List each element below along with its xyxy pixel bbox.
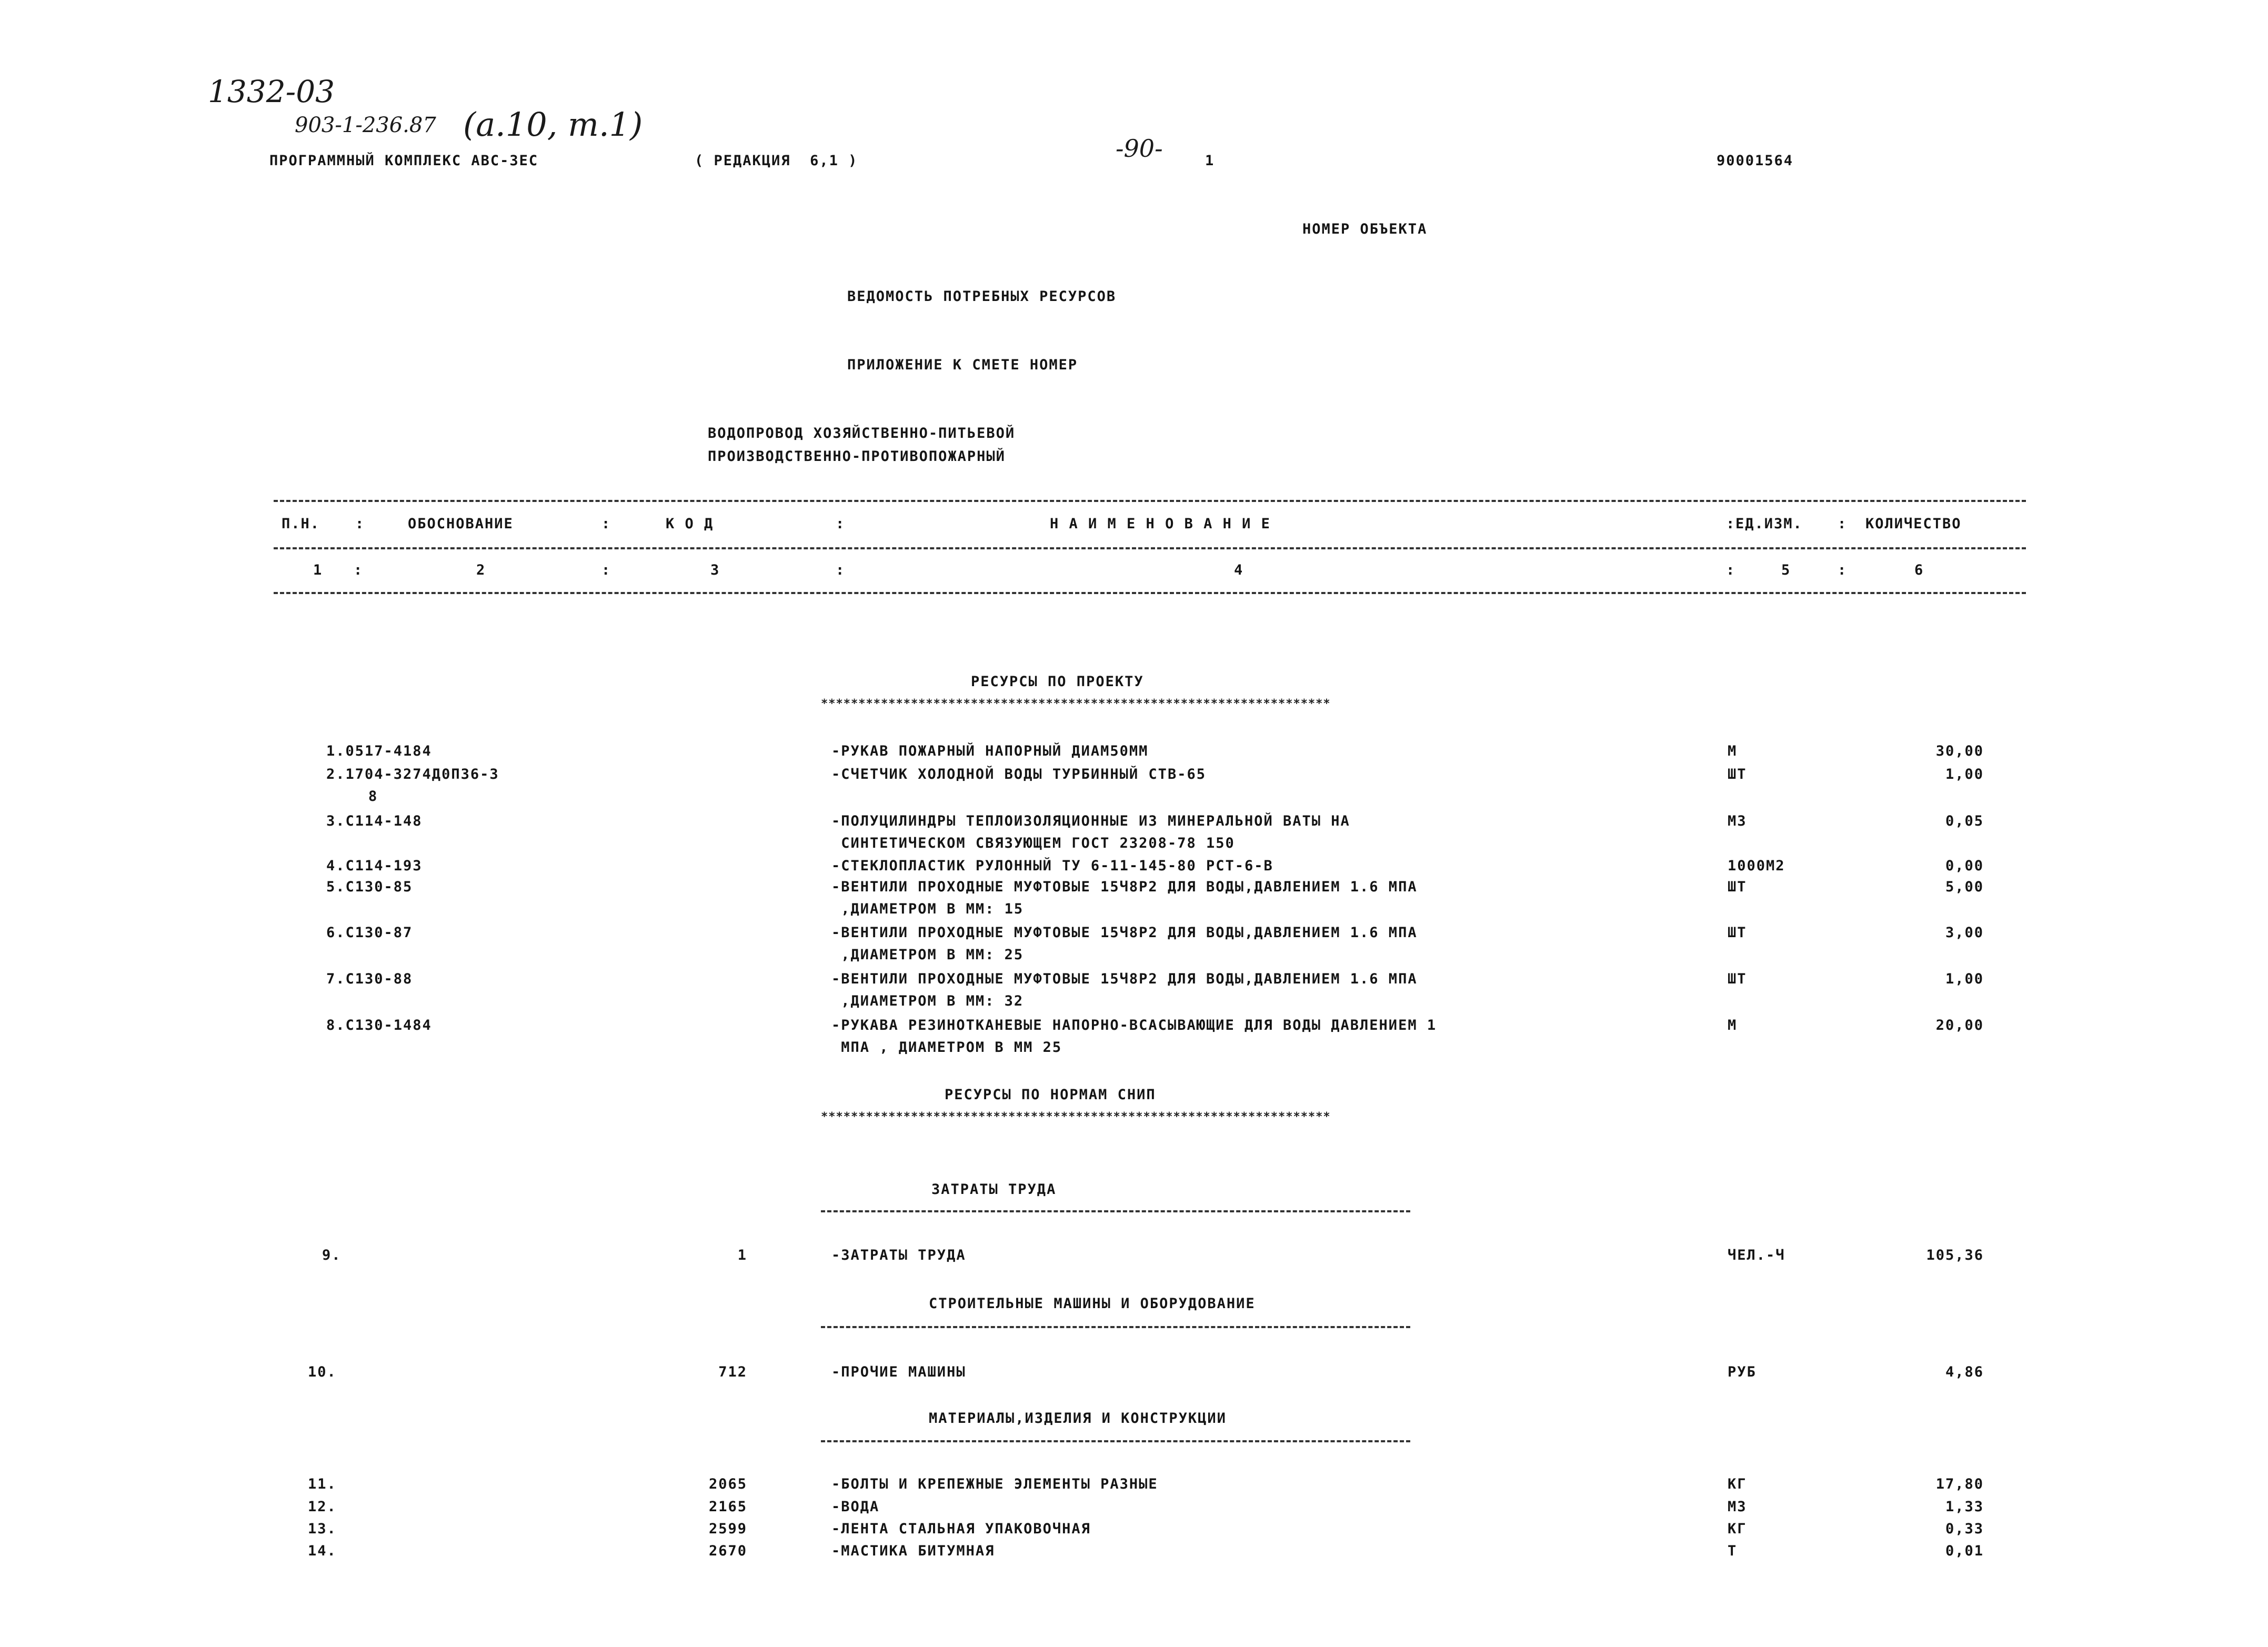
row-code: 2670: [708, 1543, 747, 1559]
section-title-machines: СТРОИТЕЛЬНЫЕ МАШИНЫ И ОБОРУДОВАНИЕ: [929, 1295, 1256, 1312]
row-qty: 5,00: [1945, 879, 1984, 895]
handwritten-series-code: 903-1-236.87: [295, 113, 436, 137]
section-underline-stars: ********************************************************************: [821, 697, 1331, 710]
header-rule-middle: [274, 547, 2026, 549]
row-name: -ЛЕНТА СТАЛЬНАЯ УПАКОВОЧНАЯ: [831, 1521, 1091, 1537]
handwritten-page-number: -90-: [1116, 134, 1163, 163]
row-name: -МАСТИКА БИТУМНАЯ: [831, 1543, 995, 1559]
row-code: 712: [718, 1364, 747, 1380]
col-sep: :: [601, 562, 611, 578]
row-qty: 0,33: [1945, 1521, 1984, 1537]
object-name-line1: ВОДОПРОВОД ХОЗЯЙСТВЕННО-ПИТЬЕВОЙ: [708, 425, 1016, 441]
row-name-cont: ,ДИАМЕТРОМ В ММ: 32: [831, 993, 1024, 1009]
col-sep: :: [1838, 562, 1848, 578]
row-number: 14.: [308, 1543, 337, 1559]
handwritten-archive-number: 1332-03: [208, 74, 335, 109]
row-name: -ВЕНТИЛИ ПРОХОДНЫЕ МУФТОВЫЕ 15Ч8Р2 ДЛЯ ВОДЫ,ДАВЛЕНИЕМ 1.6 МПА: [831, 879, 1418, 895]
row-qty: 1,33: [1945, 1499, 1984, 1515]
row-qty: 4,86: [1945, 1364, 1984, 1380]
col-sep: :: [355, 516, 365, 532]
col-header-item: П.Н.: [282, 516, 320, 532]
row-basis: 7.С130-88: [326, 971, 413, 987]
col-sep: :: [836, 562, 846, 578]
section-underline-stars: ********************************************************************: [821, 1110, 1331, 1123]
row-name: -ВОДА: [831, 1499, 880, 1515]
row-basis: 3.С114-148: [326, 813, 423, 829]
header-rule-bottom: [274, 592, 2026, 594]
col-number: 2: [476, 562, 486, 578]
row-qty: 3,00: [1945, 925, 1984, 941]
row-number: 11.: [308, 1476, 337, 1492]
row-qty: 20,00: [1935, 1017, 1984, 1033]
row-unit: КГ: [1728, 1521, 1747, 1537]
row-basis: 2.1704-3274Д0П36-3: [326, 766, 499, 782]
col-header-code: К О Д: [666, 516, 714, 532]
row-code: 2165: [708, 1499, 747, 1515]
row-basis: 8.С130-1484: [326, 1017, 432, 1033]
revision: ( РЕДАКЦИЯ 6,1 ): [695, 153, 858, 169]
row-unit: М: [1728, 743, 1738, 759]
col-number: 6: [1914, 562, 1924, 578]
col-header-unit: ЕД.ИЗМ.: [1735, 516, 1803, 532]
row-unit: КГ: [1728, 1476, 1747, 1492]
col-sep: :: [1838, 516, 1848, 532]
row-name: -БОЛТЫ И КРЕПЕЖНЫЕ ЭЛЕМЕНТЫ РАЗНЫЕ: [831, 1476, 1158, 1492]
row-qty: 30,00: [1935, 743, 1984, 759]
row-code: 1: [737, 1247, 747, 1263]
row-name: -ПРОЧИЕ МАШИНЫ: [831, 1364, 966, 1380]
row-unit: ШТ: [1728, 925, 1747, 941]
row-name-cont: СИНТЕТИЧЕСКОМ СВЯЗУЮЩЕМ ГОСТ 23208-78 150: [831, 835, 1235, 851]
col-header-name: Н А И М Е Н О В А Н И Е: [1050, 516, 1271, 532]
col-number: 5: [1781, 562, 1791, 578]
col-number: 1: [313, 562, 323, 578]
handwritten-album-ref: (а.10, т.1): [463, 105, 643, 144]
row-qty: 105,36: [1926, 1247, 1984, 1263]
row-name-cont: ,ДИАМЕТРОМ В ММ: 15: [831, 901, 1024, 917]
row-unit: ШТ: [1728, 766, 1747, 782]
row-basis: 5.С130-85: [326, 879, 413, 895]
row-code: 2599: [708, 1521, 747, 1537]
row-qty: 17,80: [1935, 1476, 1984, 1492]
row-unit: М3: [1728, 813, 1747, 829]
section-underline-dashed: [821, 1210, 1410, 1212]
row-unit: 1000М2: [1728, 858, 1785, 874]
row-number: 13.: [308, 1521, 337, 1537]
row-number: 10.: [308, 1364, 337, 1380]
header-rule-top: [274, 500, 2026, 502]
col-header-basis: ОБОСНОВАНИЕ: [408, 516, 514, 532]
row-name: -ПОЛУЦИЛИНДРЫ ТЕПЛОИЗОЛЯЦИОННЫЕ ИЗ МИНЕРАЛЬНОЙ ВАТЫ НА: [831, 813, 1350, 829]
object-name-line2: ПРОИЗВОДСТВЕННО-ПРОТИВОПОЖАРНЫЙ: [708, 448, 1006, 465]
sheet-number: 1: [1205, 153, 1215, 169]
col-sep: :: [836, 516, 846, 532]
col-sep: :: [354, 562, 364, 578]
row-basis: 6.С130-87: [326, 925, 413, 941]
row-qty: 0,01: [1945, 1543, 1984, 1559]
row-number: 12.: [308, 1499, 337, 1515]
row-unit: М3: [1728, 1499, 1747, 1515]
appendix-title: ПРИЛОЖЕНИЕ К СМЕТЕ НОМЕР: [847, 357, 1078, 373]
row-name-cont: МПА , ДИАМЕТРОМ В ММ 25: [831, 1039, 1062, 1056]
row-name: -ВЕНТИЛИ ПРОХОДНЫЕ МУФТОВЫЕ 15Ч8Р2 ДЛЯ ВОДЫ,ДАВЛЕНИЕМ 1.6 МПА: [831, 925, 1418, 941]
section-underline-dashed: [821, 1326, 1410, 1328]
row-name: -РУКАВ ПОЖАРНЫЙ НАПОРНЫЙ ДИАМ50ММ: [831, 743, 1149, 759]
document-title: ВЕДОМОСТЬ ПОТРЕБНЫХ РЕСУРСОВ: [847, 288, 1117, 305]
col-sep: :: [1726, 516, 1736, 532]
document-code: 90001564: [1717, 153, 1794, 169]
row-name: -СТЕКЛОПЛАСТИК РУЛОННЫЙ ТУ 6-11-145-80 РСТ-6-В: [831, 858, 1273, 874]
row-name-cont: ,ДИАМЕТРОМ В ММ: 25: [831, 947, 1024, 963]
row-unit: М: [1728, 1017, 1738, 1033]
section-title-norms: РЕСУРСЫ ПО НОРМАМ СНИП: [945, 1087, 1156, 1103]
program-name: ПРОГРАММНЫЙ КОМПЛЕКС АВС-3ЕС: [269, 153, 539, 169]
row-basis-cont: 8: [368, 788, 378, 805]
col-number: 4: [1234, 562, 1244, 578]
row-qty: 0,00: [1945, 858, 1984, 874]
col-number: 3: [710, 562, 720, 578]
col-sep: :: [1726, 562, 1736, 578]
row-name: -ЗАТРАТЫ ТРУДА: [831, 1247, 966, 1263]
row-qty: 0,05: [1945, 813, 1984, 829]
row-qty: 1,00: [1945, 971, 1984, 987]
section-title-project: РЕСУРСЫ ПО ПРОЕКТУ: [971, 674, 1144, 690]
row-basis: 4.С114-193: [326, 858, 423, 874]
col-sep: :: [601, 516, 611, 532]
row-qty: 1,00: [1945, 766, 1984, 782]
section-title-materials: МАТЕРИАЛЫ,ИЗДЕЛИЯ И КОНСТРУКЦИИ: [929, 1410, 1227, 1427]
row-number: 9.: [322, 1247, 342, 1263]
row-unit: ШТ: [1728, 879, 1747, 895]
section-underline-dashed: [821, 1440, 1410, 1442]
row-basis: 1.0517-4184: [326, 743, 432, 759]
row-code: 2065: [708, 1476, 747, 1492]
object-number-label: НОМЕР ОБЪЕКТА: [1302, 221, 1428, 237]
section-title-labor: ЗАТРАТЫ ТРУДА: [931, 1181, 1057, 1198]
col-header-qty: КОЛИЧЕСТВО: [1865, 516, 1962, 532]
row-unit: РУБ: [1728, 1364, 1757, 1380]
row-name: -РУКАВА РЕЗИНОТКАНЕВЫЕ НАПОРНО-ВСАСЫВАЮЩИЕ ДЛЯ ВОДЫ ДАВЛЕНИЕМ 1: [831, 1017, 1437, 1033]
row-name: -ВЕНТИЛИ ПРОХОДНЫЕ МУФТОВЫЕ 15Ч8Р2 ДЛЯ ВОДЫ,ДАВЛЕНИЕМ 1.6 МПА: [831, 971, 1418, 987]
row-unit: Т: [1728, 1543, 1738, 1559]
row-unit: ЧЕЛ.-Ч: [1728, 1247, 1785, 1263]
row-unit: ШТ: [1728, 971, 1747, 987]
row-name: -СЧЕТЧИК ХОЛОДНОЙ ВОДЫ ТУРБИННЫЙ СТВ-65: [831, 766, 1206, 782]
